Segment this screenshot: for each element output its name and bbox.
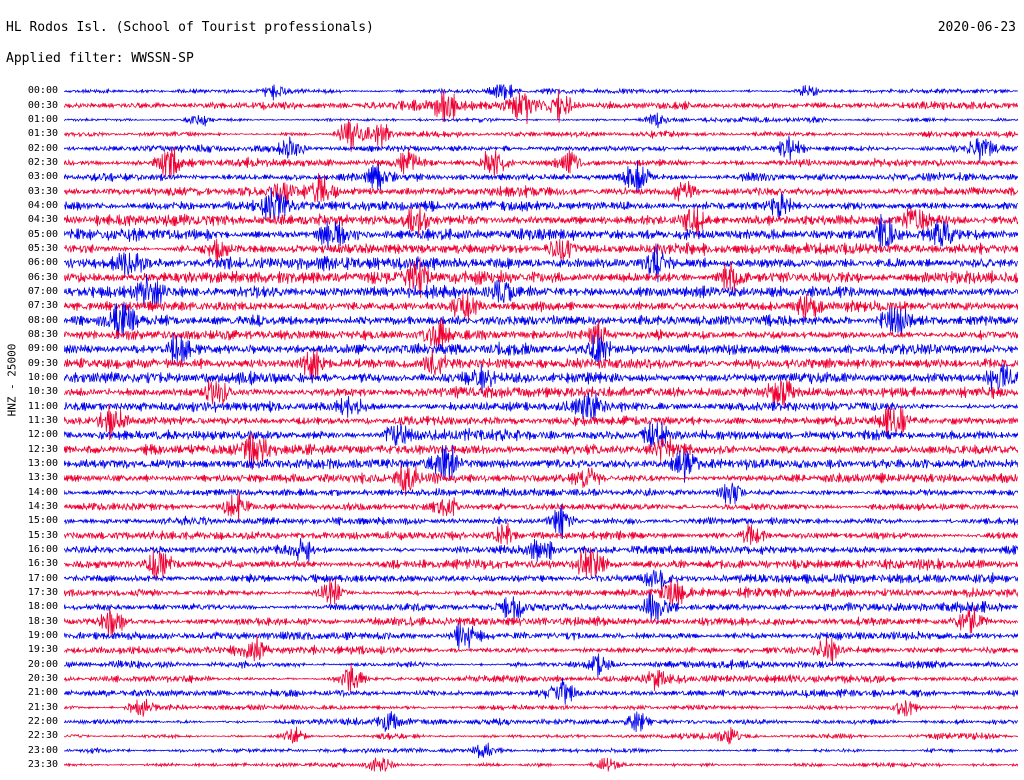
- applied-filter-label: Applied filter: WWSSN-SP: [6, 51, 194, 66]
- time-tick-1300: 13:00: [27, 457, 58, 469]
- trace-0730: [64, 293, 1018, 322]
- record-date: 2020-06-23: [937, 20, 1016, 35]
- trace-1830: [64, 606, 1018, 636]
- time-tick-1430: 14:30: [27, 500, 58, 512]
- time-tick-0900: 09:00: [27, 343, 58, 355]
- trace-1700: [64, 570, 1018, 590]
- time-tick-0800: 08:00: [27, 314, 58, 326]
- trace-1030: [64, 380, 1018, 409]
- time-tick-1830: 18:30: [27, 615, 58, 627]
- time-tick-1530: 15:30: [27, 529, 58, 541]
- time-tick-0200: 02:00: [27, 142, 58, 154]
- trace-1730: [64, 579, 1018, 605]
- trace-0230: [64, 147, 1018, 178]
- trace-0030: [64, 89, 1018, 124]
- time-tick-1030: 10:30: [27, 386, 58, 398]
- time-tick-1130: 11:30: [27, 414, 58, 426]
- time-tick-2230: 22:30: [27, 730, 58, 742]
- trace-0930: [64, 349, 1018, 380]
- time-tick-1900: 19:00: [27, 629, 58, 641]
- time-tick-0930: 09:30: [27, 357, 58, 369]
- time-tick-1100: 11:00: [27, 400, 58, 412]
- time-tick-0130: 01:30: [27, 128, 58, 140]
- helicorder-plot: [64, 84, 1018, 772]
- time-tick-0700: 07:00: [27, 285, 58, 297]
- trace-1200: [64, 422, 1018, 447]
- time-tick-0330: 03:30: [27, 185, 58, 197]
- time-tick-2300: 23:00: [27, 744, 58, 756]
- time-tick-0500: 05:00: [27, 228, 58, 240]
- trace-2200: [64, 711, 1018, 732]
- time-tick-1600: 16:00: [27, 543, 58, 555]
- trace-0100: [64, 113, 1018, 129]
- time-tick-0830: 08:30: [27, 328, 58, 340]
- trace-0830: [64, 318, 1018, 350]
- trace-2330: [64, 758, 1018, 772]
- trace-1900: [64, 623, 1018, 649]
- time-tick-0600: 06:00: [27, 257, 58, 269]
- trace-0300: [64, 160, 1018, 192]
- trace-2030: [64, 663, 1018, 692]
- time-tick-0730: 07:30: [27, 300, 58, 312]
- time-tick-1800: 18:00: [27, 601, 58, 613]
- time-tick-1400: 14:00: [27, 486, 58, 498]
- time-tick-0630: 06:30: [27, 271, 58, 283]
- trace-2230: [64, 727, 1018, 745]
- time-tick-1200: 12:00: [27, 429, 58, 441]
- trace-0400: [64, 187, 1018, 220]
- time-tick-0230: 02:30: [27, 156, 58, 168]
- time-tick-2200: 22:00: [27, 715, 58, 727]
- trace-2000: [64, 654, 1018, 678]
- time-tick-2100: 21:00: [27, 687, 58, 699]
- time-tick-1730: 17:30: [27, 586, 58, 598]
- time-tick-0030: 00:30: [27, 99, 58, 111]
- time-tick-0300: 03:00: [27, 171, 58, 183]
- trace-2100: [64, 678, 1018, 705]
- time-tick-0530: 05:30: [27, 242, 58, 254]
- trace-1930: [64, 634, 1018, 664]
- time-tick-1000: 10:00: [27, 371, 58, 383]
- trace-0000: [64, 85, 1018, 101]
- trace-1400: [64, 483, 1018, 504]
- time-tick-2000: 20:00: [27, 658, 58, 670]
- time-tick-0100: 01:00: [27, 113, 58, 125]
- y-axis-label: HNZ - 25000: [5, 343, 19, 417]
- time-tick-1230: 12:30: [27, 443, 58, 455]
- time-tick-1630: 16:30: [27, 558, 58, 570]
- time-tick-2330: 23:30: [27, 758, 58, 770]
- trace-0530: [64, 239, 1018, 264]
- time-tick-1500: 15:00: [27, 515, 58, 527]
- trace-1530: [64, 523, 1018, 545]
- trace-1000: [64, 364, 1018, 394]
- time-tick-0400: 04:00: [27, 199, 58, 211]
- trace-2130: [64, 699, 1018, 717]
- trace-1600: [64, 538, 1018, 562]
- page-title: HL Rodos Isl. (School of Tourist professionals): [6, 20, 374, 35]
- time-tick-1930: 19:30: [27, 644, 58, 656]
- time-tick-0430: 04:30: [27, 214, 58, 226]
- time-tick-1330: 13:30: [27, 472, 58, 484]
- time-tick-1700: 17:00: [27, 572, 58, 584]
- time-tick-0000: 00:00: [27, 85, 58, 97]
- time-tick-2030: 20:30: [27, 672, 58, 684]
- trace-2300: [64, 743, 1018, 759]
- time-tick-2130: 21:30: [27, 701, 58, 713]
